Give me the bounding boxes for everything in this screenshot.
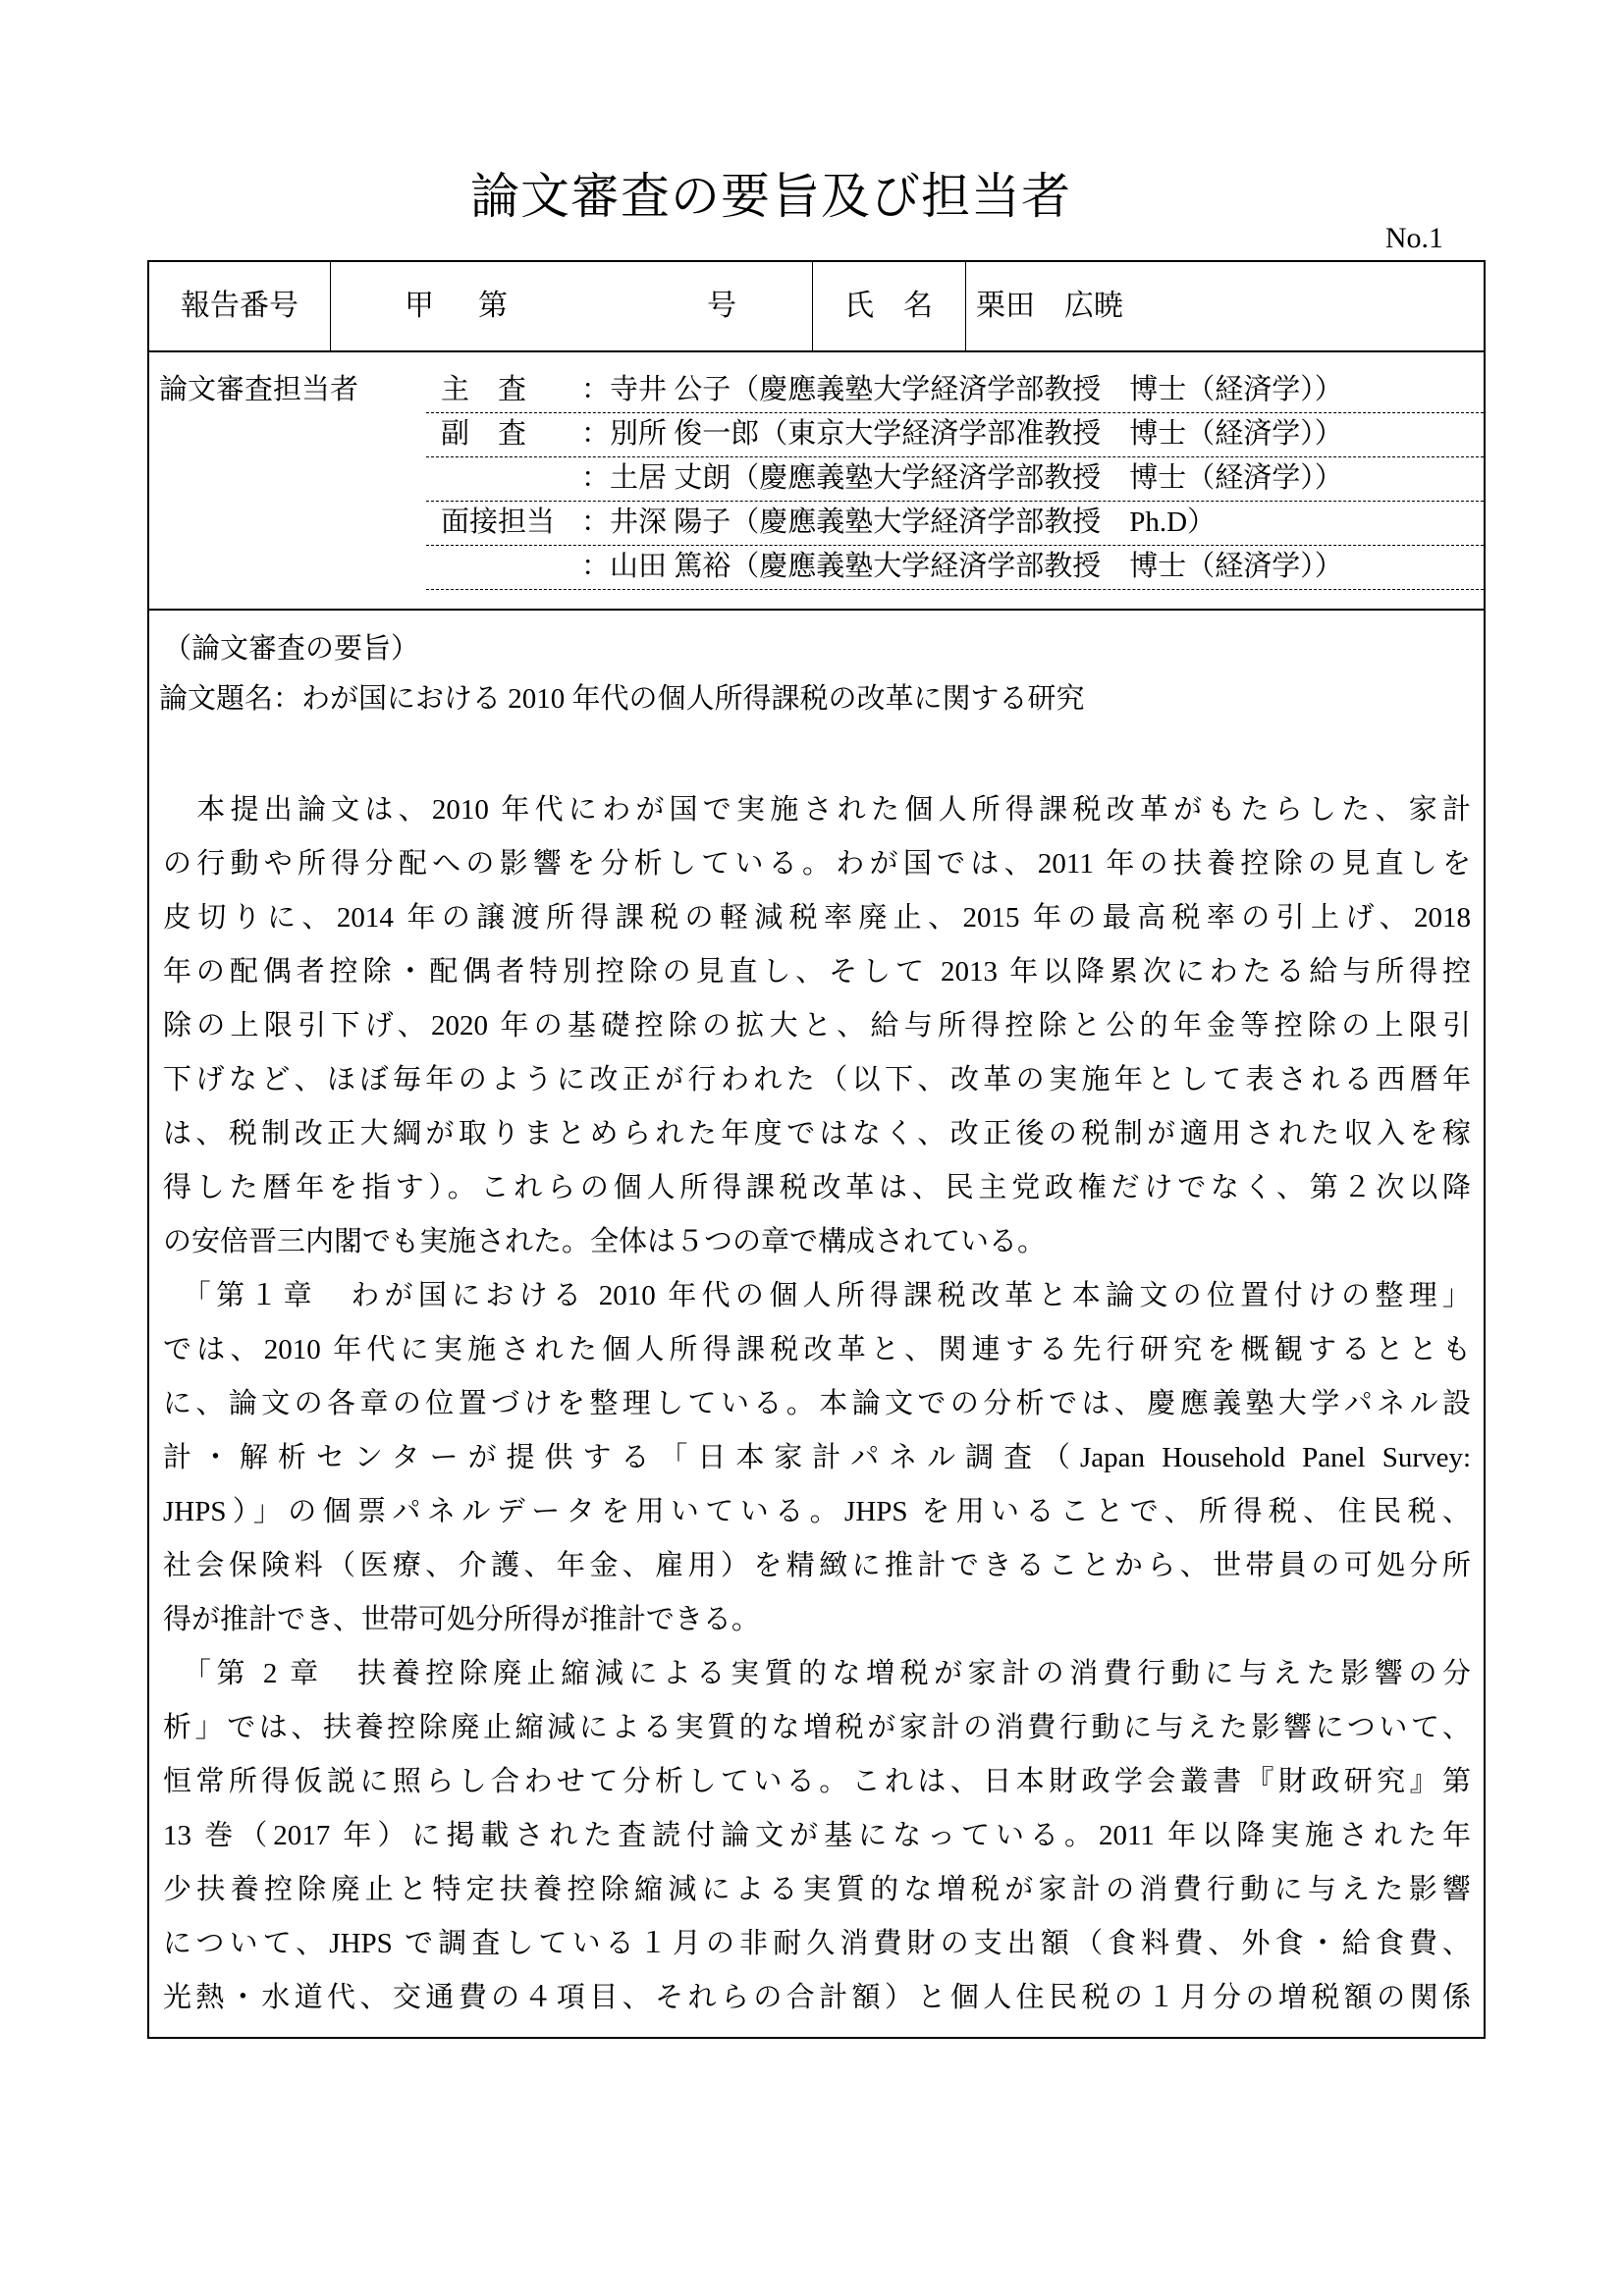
summary-line: 社会保険料（医療、介護、年金、雇用）を精緻に推計できることから、世帯員の可処分所: [163, 1550, 1471, 1581]
summary-line: 少扶養控除廃止と特定扶養控除縮減による実質的な増税が家計の消費行動に与えた影響: [163, 1874, 1471, 1905]
divider: [149, 609, 1484, 611]
summary-line: について、JHPS で調査している１月の非耐久消費財の支出額（食料費、外食・給食費、: [163, 1928, 1471, 1959]
summary-line: 「第１章 わが国における 2010 年代の個人所得課税改革と本論文の位置付けの整理」: [163, 1280, 1471, 1311]
summary-line: 得が推計でき、世帯可処分所得が推計できる。: [163, 1604, 760, 1635]
summary-line: では、2010 年代に実施された個人所得課税改革と、関連する先行研究を概観するととも: [163, 1334, 1471, 1365]
candidate-name: 栗田 広暁: [976, 290, 1123, 322]
summary-line: 本提出論文は、2010 年代にわが国で実施された個人所得課税改革がもたらした、家計: [163, 794, 1471, 826]
report-number-label: 報告番号: [181, 290, 298, 322]
document-title: 論文審査の要旨及び担当者: [470, 169, 1071, 224]
committee-role: 副 査: [441, 418, 527, 450]
review-form-table: [147, 260, 1486, 2039]
summary-line: 得した暦年を指す）。これらの個人所得課税改革は、民主党政権だけでなく、第２次以降: [163, 1172, 1471, 1203]
summary-line: 「第 2 章 扶養控除廃止縮減による実質的な増税が家計の消費行動に与えた影響の分: [163, 1658, 1471, 1689]
summary-line: 計・解析センターが提供する「日本家計パネル調査（Japan Household Panel Survey:: [163, 1442, 1471, 1473]
summary-line: の安倍晋三内閣でも実施された。全体は５つの章で構成されている。: [163, 1226, 1047, 1257]
page-number: No.1: [1384, 222, 1443, 254]
divider: [149, 350, 1484, 352]
committee-member: ：寺井 公子（慶應義塾大学経済学部教授 博士（経済学））: [581, 374, 1343, 405]
summary-line: は、税制改正大綱が取りまとめられた年度ではなく、改正後の税制が適用された収入を稼: [163, 1118, 1471, 1149]
committee-role: 面接担当: [441, 507, 556, 538]
committee-member: ：山田 篤裕（慶應義塾大学経済学部教授 博士（経済学））: [581, 551, 1343, 582]
committee-member: ：井深 陽子（慶應義塾大学経済学部教授 Ph.D）: [581, 507, 1217, 538]
summary-heading: （論文審査の要旨）: [163, 633, 420, 665]
divider: [965, 262, 966, 350]
summary-line: JHPS）」の個票パネルデータを用いている。JHPS を用いることで、所得税、住民税、: [163, 1496, 1471, 1527]
report-number-go: 号: [707, 290, 736, 322]
summary-line: 光熱・水道代、交通費の４項目、それらの合計額）と個人住民税の１月分の増税額の関係: [163, 1982, 1471, 2013]
summary-line: 13 巻（2017 年）に掲載された査読付論文が基になっている。2011 年以降実施された年: [163, 1820, 1471, 1851]
summary-line: 皮切りに、2014 年の譲渡所得課税の軽減税率廃止、2015 年の最高税率の引上げ、2018: [163, 902, 1471, 934]
divider: [330, 262, 331, 350]
thesis-title: 論文題名：わが国における 2010 年代の個人所得課税の改革に関する研究: [159, 683, 1085, 715]
summary-line: 下げなど、ほぼ毎年のように改正が行われた（以下、改革の実施年として表される西暦年: [163, 1064, 1471, 1095]
name-label: 氏 名: [844, 290, 933, 322]
committee-member: ：別所 俊一郎（東京大学経済学部准教授 博士（経済学））: [581, 418, 1343, 450]
committee-label: 論文審査担当者: [159, 374, 359, 405]
summary-line: 析」では、扶養控除廃止縮減による実質的な増税が家計の消費行動に与えた影響について、: [163, 1712, 1471, 1743]
summary-line: 恒常所得仮説に照らし合わせて分析している。これは、日本財政学会叢書『財政研究』第: [163, 1766, 1471, 1797]
summary-line: 年の配偶者控除・配偶者特別控除の見直し、そして 2013 年以降累次にわたる給与所得控: [163, 956, 1471, 988]
report-number-dai: 第: [478, 290, 508, 322]
summary-line: の行動や所得分配への影響を分析している。わが国では、2011 年の扶養控除の見直しを: [163, 848, 1471, 880]
summary-line: に、論文の各章の位置づけを整理している。本論文での分析では、慶應義塾大学パネル設: [163, 1388, 1471, 1419]
dashed-divider: [426, 589, 1484, 590]
report-number-prefix: 甲: [405, 290, 434, 322]
committee-member: ：土居 丈朗（慶應義塾大学経済学部教授 博士（経済学））: [581, 462, 1343, 494]
committee-role: 主 査: [441, 374, 527, 405]
summary-line: 除の上限引下げ、2020 年の基礎控除の拡大と、給与所得控除と公的年金等控除の上限引: [163, 1010, 1471, 1041]
